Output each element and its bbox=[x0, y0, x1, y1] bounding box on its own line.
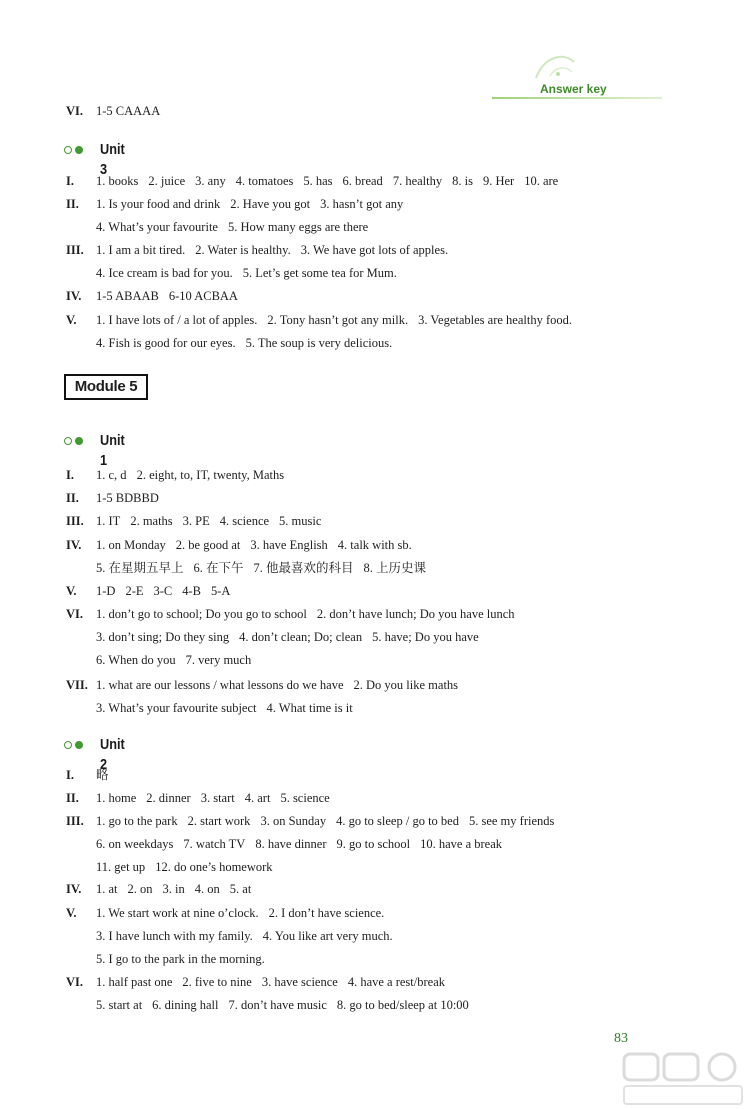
answer-item: 10. are bbox=[524, 174, 559, 188]
answer-item: 5. The soup is very delicious. bbox=[245, 336, 393, 350]
answer-item: 5. 在星期五早上 bbox=[96, 561, 184, 575]
answer-item: 10. have a break bbox=[420, 837, 503, 851]
bullet-ring-icon bbox=[64, 437, 72, 445]
answer-item: 1-5 BDBBD bbox=[96, 491, 159, 505]
answer-item: 3. hasn’t got any bbox=[320, 197, 404, 211]
answer-item: 4. science bbox=[219, 514, 270, 528]
answer-item: 6. bread bbox=[342, 174, 383, 188]
answer-item: 3. start bbox=[200, 791, 235, 805]
answer-item: 8. 上历史课 bbox=[363, 561, 427, 575]
answer-item: 1. IT bbox=[96, 514, 121, 528]
answer-item: 3. I have lunch with my family. bbox=[96, 929, 253, 943]
answer-item: 4. talk with sb. bbox=[337, 538, 412, 552]
answer-item: 1. Is your food and drink bbox=[96, 197, 221, 211]
answer-item: 4. What time is it bbox=[266, 701, 353, 715]
row-number: IV. bbox=[66, 289, 82, 303]
answer-row-continuation bbox=[96, 264, 407, 282]
row-number: II. bbox=[66, 197, 79, 211]
row-number: II. bbox=[66, 491, 79, 505]
row-number: VII. bbox=[66, 678, 88, 692]
answer-item: 2. five to nine bbox=[182, 975, 252, 989]
row-answers bbox=[96, 812, 564, 830]
answer-item: 2. Tony hasn’t got any milk. bbox=[267, 313, 409, 327]
answer-item: 略 bbox=[96, 768, 109, 782]
answer-item: 4-B bbox=[182, 584, 202, 598]
row-number: III. bbox=[66, 243, 84, 257]
answer-item: 2. be good at bbox=[175, 538, 241, 552]
row-number: VI. bbox=[66, 104, 84, 118]
answer-item: 7. 他最喜欢的科目 bbox=[253, 561, 354, 575]
answer-item: 4. Fish is good for our eyes. bbox=[96, 336, 236, 350]
answer-item: 1. don’t go to school; Do you go to school bbox=[96, 607, 307, 621]
row-number: II. bbox=[66, 791, 79, 805]
site-watermark-logo bbox=[618, 1050, 748, 1108]
answer-item: 1. what are our lessons / what lessons do we have bbox=[96, 678, 344, 692]
answer-item: 1. I am a bit tired. bbox=[96, 243, 186, 257]
answer-item: 3. in bbox=[162, 882, 185, 896]
answer-item: 1. half past one bbox=[96, 975, 173, 989]
row-answers bbox=[96, 489, 169, 507]
answer-item: 4. art bbox=[244, 791, 271, 805]
answer-item: 8. go to bed/sleep at 10:00 bbox=[336, 998, 469, 1012]
answer-row-continuation bbox=[96, 835, 512, 853]
answer-item: 5. start at bbox=[96, 998, 143, 1012]
unit-title: Unit 2 bbox=[100, 736, 125, 773]
row-answers bbox=[96, 880, 261, 898]
row-number: I. bbox=[66, 174, 74, 188]
row-number: VI. bbox=[66, 975, 84, 989]
answer-item: 2. juice bbox=[148, 174, 186, 188]
answer-item: 2. Water is healthy. bbox=[195, 243, 291, 257]
row-number: IV. bbox=[66, 538, 82, 552]
answer-item: 5. at bbox=[229, 882, 252, 896]
row-answers bbox=[96, 582, 240, 600]
answer-item: 5. How many eggs are there bbox=[227, 220, 369, 234]
answer-item: 7. healthy bbox=[392, 174, 443, 188]
answer-item: 4. don’t clean; Do; clean bbox=[239, 630, 363, 644]
answer-item: 4. What’s your favourite bbox=[96, 220, 218, 234]
answer-item: 4. have a rest/break bbox=[347, 975, 446, 989]
answer-item: 9. Her bbox=[482, 174, 515, 188]
answer-item: 7. don’t have music bbox=[228, 998, 327, 1012]
answer-item: 1. at bbox=[96, 882, 118, 896]
row-number: I. bbox=[66, 468, 74, 482]
row-number: III. bbox=[66, 514, 84, 528]
answer-item: 1. on Monday bbox=[96, 538, 166, 552]
bullet-ring-icon bbox=[64, 741, 72, 749]
row-answers bbox=[96, 676, 468, 694]
bullet-dot-icon bbox=[75, 437, 83, 445]
answer-row-continuation bbox=[96, 699, 363, 717]
answer-item: 1-5 CAAAA bbox=[96, 104, 161, 118]
row-answers bbox=[96, 605, 525, 623]
answer-item: 1. home bbox=[96, 791, 137, 805]
row-answers bbox=[96, 512, 331, 530]
answer-row-continuation bbox=[96, 628, 489, 646]
answer-item: 6. 在下午 bbox=[193, 561, 244, 575]
row-answers bbox=[96, 789, 340, 807]
header-rule bbox=[492, 97, 662, 99]
answer-item: 5. science bbox=[280, 791, 330, 805]
answer-item: 6-10 ACBAA bbox=[168, 289, 238, 303]
row-number: V. bbox=[66, 906, 77, 920]
answer-item: 2. start work bbox=[187, 814, 251, 828]
row-number: IV. bbox=[66, 882, 82, 896]
answer-item: 1. I have lots of / a lot of apples. bbox=[96, 313, 258, 327]
answer-item: 2. I don’t have science. bbox=[268, 906, 385, 920]
answer-item: 5. music bbox=[279, 514, 322, 528]
answer-item: 8. have dinner bbox=[255, 837, 327, 851]
answer-item: 4. You like art very much. bbox=[262, 929, 393, 943]
answer-item: 3. on Sunday bbox=[260, 814, 327, 828]
bullet-ring-icon bbox=[64, 146, 72, 154]
answer-item: 3. don’t sing; Do they sing bbox=[96, 630, 230, 644]
answer-item: 11. get up bbox=[96, 860, 146, 874]
answer-item: 3. any bbox=[195, 174, 226, 188]
answer-item: 3. have science bbox=[261, 975, 338, 989]
row-answers bbox=[96, 904, 394, 922]
answer-item: 4. go to sleep / go to bed bbox=[336, 814, 459, 828]
row-number: VI. bbox=[66, 607, 84, 621]
leaf-swirl-icon bbox=[530, 48, 590, 84]
answer-row-continuation bbox=[96, 334, 402, 352]
answer-item: 4. tomatoes bbox=[235, 174, 294, 188]
answer-item: 3. PE bbox=[182, 514, 210, 528]
answer-row-continuation bbox=[96, 950, 275, 968]
bullet-dot-icon bbox=[75, 146, 83, 154]
answer-item: 5-A bbox=[211, 584, 231, 598]
unit-title: Unit 3 bbox=[100, 141, 125, 178]
answer-item: 1. books bbox=[96, 174, 139, 188]
answer-item: 2. dinner bbox=[146, 791, 191, 805]
row-answers bbox=[96, 195, 413, 213]
answer-row-continuation bbox=[96, 927, 403, 945]
answer-item: 2. Do you like maths bbox=[353, 678, 459, 692]
answer-item: 4. on bbox=[194, 882, 220, 896]
row-answers bbox=[96, 311, 582, 329]
answer-row-continuation bbox=[96, 651, 261, 669]
answer-item: 6. on weekdays bbox=[96, 837, 174, 851]
answer-row-continuation bbox=[96, 858, 283, 876]
answer-item: 7. watch TV bbox=[183, 837, 246, 851]
answer-item: 2. on bbox=[127, 882, 153, 896]
answer-key-heading: Answer key bbox=[540, 82, 607, 96]
answer-item: 9. go to school bbox=[336, 837, 411, 851]
bullet-dot-icon bbox=[75, 741, 83, 749]
answer-item: 2. eight, to, IT, twenty, Maths bbox=[136, 468, 285, 482]
answer-item: 5. I go to the park in the morning. bbox=[96, 952, 265, 966]
row-number: III. bbox=[66, 814, 84, 828]
row-answers bbox=[96, 241, 458, 259]
answer-item: 3-C bbox=[153, 584, 173, 598]
module-title-box: Module 5 bbox=[64, 374, 148, 400]
answer-item: 5. Let’s get some tea for Mum. bbox=[242, 266, 397, 280]
row-answers bbox=[96, 287, 248, 305]
answer-item: 1. We start work at nine o’clock. bbox=[96, 906, 259, 920]
answer-item: 2. don’t have lunch; Do you have lunch bbox=[316, 607, 515, 621]
answer-item: 1-D bbox=[96, 584, 116, 598]
answer-item: 2. Have you got bbox=[230, 197, 311, 211]
row-answers bbox=[96, 766, 119, 784]
answer-item: 6. dining hall bbox=[152, 998, 219, 1012]
row-answers bbox=[96, 172, 568, 190]
row-answers bbox=[96, 466, 294, 484]
row-answers bbox=[96, 973, 455, 991]
answer-item: 12. do one’s homework bbox=[155, 860, 273, 874]
answer-item: 3. We have got lots of apples. bbox=[300, 243, 449, 257]
row-answers bbox=[96, 102, 170, 120]
row-number: V. bbox=[66, 584, 77, 598]
row-answers bbox=[96, 536, 422, 554]
answer-item: 3. Vegetables are healthy food. bbox=[418, 313, 572, 327]
answer-row-continuation bbox=[96, 996, 479, 1014]
answer-row-continuation bbox=[96, 218, 378, 236]
answer-item: 6. When do you bbox=[96, 653, 176, 667]
answer-item: 1. c, d bbox=[96, 468, 127, 482]
answer-item: 5. see my friends bbox=[468, 814, 555, 828]
answer-item: 7. very much bbox=[185, 653, 252, 667]
answer-row-continuation bbox=[96, 559, 436, 577]
row-number: V. bbox=[66, 313, 77, 327]
page-number: 83 bbox=[614, 1031, 628, 1046]
answer-item: 5. has bbox=[303, 174, 333, 188]
unit-title: Unit 1 bbox=[100, 432, 125, 469]
answer-item: 1-5 ABAAB bbox=[96, 289, 159, 303]
answer-item: 1. go to the park bbox=[96, 814, 178, 828]
answer-item: 5. have; Do you have bbox=[372, 630, 479, 644]
row-number: I. bbox=[66, 768, 74, 782]
answer-item: 8. is bbox=[452, 174, 473, 188]
answer-item: 2-E bbox=[125, 584, 144, 598]
answer-item: 3. What’s your favourite subject bbox=[96, 701, 257, 715]
answer-item: 2. maths bbox=[130, 514, 173, 528]
answer-item: 4. Ice cream is bad for you. bbox=[96, 266, 233, 280]
answer-item: 3. have English bbox=[250, 538, 328, 552]
